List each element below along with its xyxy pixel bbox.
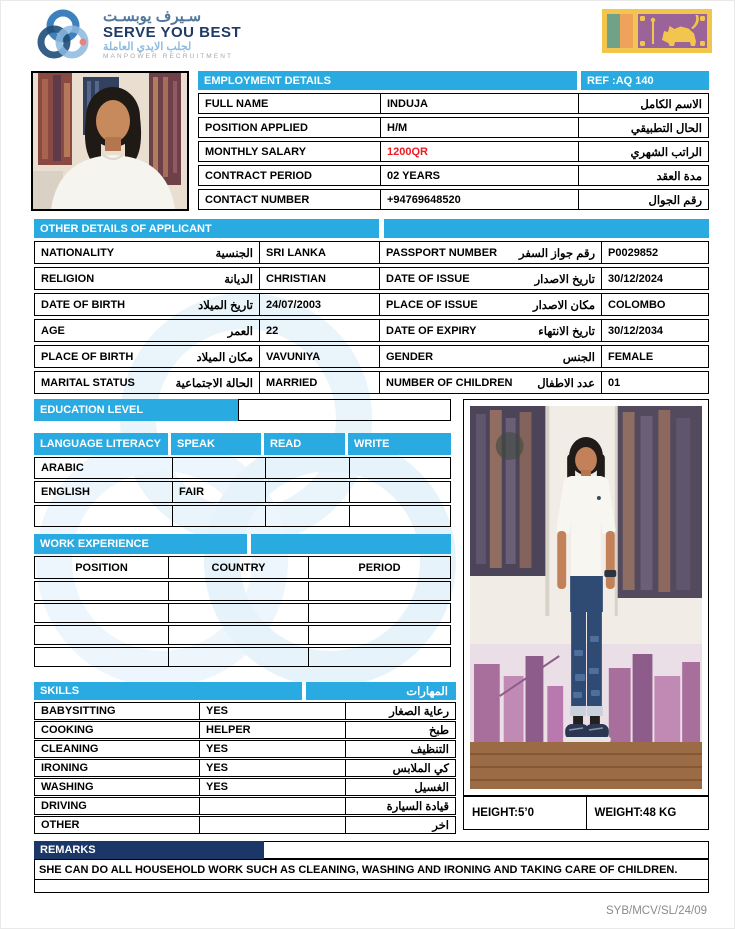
column-header: LANGUAGE LITERACY (34, 433, 171, 455)
remarks-header-spacer (264, 841, 709, 859)
field-label-bilingual (379, 372, 601, 393)
column-header: SPEAK (171, 433, 264, 455)
logo-knot-icon (31, 4, 95, 66)
work-experience-title: WORK EXPERIENCE (34, 534, 251, 554)
remarks-section (34, 841, 709, 893)
logo-arabic-tagline: لجلب الايدي العاملة (103, 40, 192, 53)
ref-number: REF :AQ 140 (581, 71, 709, 90)
logo-brand-name: SERVE YOU BEST (103, 23, 242, 41)
skill-label-arabic: قيادة السيارة (345, 798, 455, 814)
language-name: ARABIC (41, 462, 84, 474)
employment-row-salary (198, 141, 709, 162)
field-label: DATE OF EXPIRY (386, 324, 477, 337)
skill-value: YES (199, 703, 345, 719)
country-value (168, 604, 308, 622)
skill-value: YES (199, 760, 345, 776)
other-details-row (34, 267, 709, 290)
country-value (168, 626, 308, 644)
position-value (35, 648, 168, 666)
skill-label: WASHING (41, 781, 94, 793)
field-label-arabic: الراتب الشهري (578, 142, 708, 161)
skill-label-arabic: كي الملابس (345, 760, 455, 776)
other-details-section (34, 219, 709, 397)
field-label-bilingual (35, 294, 259, 315)
field-value: H/M (380, 118, 578, 137)
skill-label-arabic: الغسيل (345, 779, 455, 795)
employment-details-header (198, 71, 709, 90)
skill-label: COOKING (41, 724, 94, 736)
position-value (35, 582, 168, 600)
field-label: AGE (41, 324, 65, 337)
column-header: READ (264, 433, 348, 455)
field-value: SRI LANKA (259, 242, 379, 263)
field-label: DATE OF BIRTH (41, 298, 126, 311)
remarks-text: SHE CAN DO ALL HOUSEHOLD WORK SUCH AS CLEANING, WASHING AND IRONING AND TAKING CARE OF CHILDREN. (34, 859, 709, 880)
skills-header (34, 682, 456, 700)
field-label-arabic: مكان الميلاد (196, 351, 253, 364)
other-details-header (34, 219, 709, 238)
other-details-row (34, 319, 709, 342)
column-header: POSITION (75, 561, 128, 574)
field-label: POSITION APPLIED (205, 121, 308, 134)
read-level (265, 482, 349, 502)
field-value: +94769648520 (380, 190, 578, 209)
field-value: CHRISTIAN (259, 268, 379, 289)
skill-value (199, 798, 345, 814)
write-level (349, 458, 450, 478)
field-label: GENDER (386, 350, 434, 363)
field-label-bilingual (379, 294, 601, 315)
field-value: MARRIED (259, 372, 379, 393)
field-label-arabic: تاريخ الاصدار (534, 273, 595, 286)
skill-label-arabic: اخر (345, 817, 455, 833)
read-level (265, 458, 349, 478)
logo-text-block (103, 9, 241, 61)
applicant-fullbody-photo (463, 399, 709, 796)
field-label: MARITAL STATUS (41, 376, 135, 389)
column-header: COUNTRY (168, 557, 308, 578)
field-value: 30/12/2024 (601, 268, 708, 289)
employment-row-position (198, 117, 709, 138)
read-level (265, 506, 349, 526)
field-label: CONTRACT PERIOD (205, 169, 312, 182)
skill-row (34, 721, 456, 739)
field-label: PLACE OF BIRTH (41, 350, 134, 363)
document-reference-code: SYB/MCV/SL/24/09 (606, 905, 707, 917)
field-label: NATIONALITY (41, 246, 115, 259)
field-value: COLOMBO (601, 294, 708, 315)
speak-level (172, 506, 265, 526)
field-value: FEMALE (601, 346, 708, 367)
field-label-arabic: الحالة الاجتماعية (175, 377, 253, 390)
language-row (34, 505, 451, 527)
language-row (34, 481, 451, 503)
language-literacy-header (34, 433, 451, 455)
remarks-header (34, 841, 709, 859)
work-experience-row (34, 647, 451, 667)
field-label-bilingual (379, 242, 601, 263)
weight-value: WEIGHT:48 KG (586, 796, 710, 830)
work-experience-column-headers (34, 556, 451, 579)
work-experience-row (34, 581, 451, 601)
field-label-arabic: عدد الاطفال (537, 377, 595, 390)
work-experience-row (34, 625, 451, 645)
field-label-arabic: الجنسية (215, 247, 253, 260)
field-label-arabic: الاسم الكامل (578, 94, 708, 113)
other-details-title: OTHER DETAILS OF APPLICANT (34, 219, 384, 238)
other-details-row (34, 241, 709, 264)
skill-row (34, 816, 456, 834)
skill-row (34, 740, 456, 758)
period-value (308, 582, 450, 600)
skill-row (34, 778, 456, 796)
employment-details-title: EMPLOYMENT DETAILS (198, 71, 581, 90)
education-level-title: EDUCATION LEVEL (34, 399, 238, 421)
speak-level: FAIR (172, 482, 265, 502)
skill-row (34, 759, 456, 777)
skill-row (34, 797, 456, 815)
work-experience-header-spacer (251, 534, 451, 554)
logo-tagline: MANPOWER RECRUITMENT (103, 53, 234, 61)
employment-row-contract (198, 165, 709, 186)
skill-label-arabic: طبخ (345, 722, 455, 738)
skill-value: HELPER (199, 722, 345, 738)
field-label-arabic: رقم الجوال (578, 190, 708, 209)
work-experience-header (34, 534, 451, 554)
country-value (168, 648, 308, 666)
applicant-headshot-photo (31, 71, 189, 211)
skill-label: IRONING (41, 762, 89, 774)
skill-label: DRIVING (41, 800, 87, 812)
field-label-bilingual (379, 268, 601, 289)
period-value (308, 648, 450, 666)
write-level (349, 506, 450, 526)
field-label-arabic: تاريخ الميلاد (198, 299, 253, 312)
field-label-arabic: مكان الاصدار (533, 299, 595, 312)
field-label-arabic: تاريخ الانتهاء (538, 325, 595, 338)
height-value: HEIGHT:5’0 (463, 796, 587, 830)
field-label: NUMBER OF CHILDREN (386, 376, 513, 389)
field-label: FULL NAME (205, 97, 269, 110)
logo-arabic-name: سـيرف يوبسـت (103, 8, 202, 26)
skill-value: YES (199, 779, 345, 795)
other-details-row (34, 345, 709, 368)
skill-label: BABYSITTING (41, 705, 116, 717)
field-label: MONTHLY SALARY (205, 145, 307, 158)
field-value: 24/07/2003 (259, 294, 379, 315)
position-value (35, 626, 168, 644)
write-level (349, 482, 450, 502)
field-value: VAVUNIYA (259, 346, 379, 367)
remarks-empty-row (34, 880, 709, 893)
field-label-arabic: الديانة (224, 273, 253, 286)
skill-row (34, 702, 456, 720)
period-value (308, 604, 450, 622)
skill-label-arabic: التنظيف (345, 741, 455, 757)
field-label-arabic: العمر (227, 325, 253, 338)
field-label-arabic: مدة العقد (578, 166, 708, 185)
field-label: CONTACT NUMBER (205, 193, 310, 206)
field-label-bilingual (35, 242, 259, 263)
employment-details-section (198, 71, 709, 213)
field-label-bilingual (35, 320, 259, 341)
field-value: 01 (601, 372, 708, 393)
field-label-bilingual (35, 346, 259, 367)
education-level-section (34, 399, 451, 421)
field-label-bilingual (379, 320, 601, 341)
field-value: 30/12/2034 (601, 320, 708, 341)
speak-level (172, 458, 265, 478)
skill-label-arabic: رعاية الصغار (345, 703, 455, 719)
language-row (34, 457, 451, 479)
field-value: INDUJA (380, 94, 578, 113)
remarks-title: REMARKS (34, 841, 264, 859)
language-name (35, 506, 172, 526)
employment-row-full-name (198, 93, 709, 114)
field-label: PLACE OF ISSUE (386, 298, 478, 311)
skill-label: CLEANING (41, 743, 99, 755)
skill-value (199, 817, 345, 833)
other-details-header-spacer (384, 219, 709, 238)
skills-title: SKILLS (34, 682, 306, 700)
height-weight-row (463, 796, 709, 830)
field-value: 02 YEARS (380, 166, 578, 185)
field-label-bilingual (35, 372, 259, 393)
column-header: PERIOD (308, 557, 450, 578)
field-value: 22 (259, 320, 379, 341)
field-label-arabic: الجنس (562, 351, 595, 364)
period-value (308, 626, 450, 644)
field-label: DATE OF ISSUE (386, 272, 470, 285)
skills-title-arabic: المهارات (306, 682, 456, 700)
language-name: ENGLISH (41, 486, 90, 498)
field-label-arabic: رقم جواز السفر (518, 247, 595, 260)
field-label: RELIGION (41, 272, 95, 285)
language-literacy-section (34, 433, 451, 529)
skill-label: OTHER (41, 819, 80, 831)
skills-section (34, 682, 456, 835)
position-value (35, 604, 168, 622)
skill-value: YES (199, 741, 345, 757)
country-value (168, 582, 308, 600)
field-value: P0029852 (601, 242, 708, 263)
other-details-row (34, 371, 709, 394)
field-label-bilingual (35, 268, 259, 289)
employment-row-contact (198, 189, 709, 210)
field-label: PASSPORT NUMBER (386, 246, 498, 259)
education-level-value (238, 399, 451, 421)
field-label-bilingual (379, 346, 601, 367)
agency-logo (31, 4, 241, 66)
other-details-row (34, 293, 709, 316)
sri-lanka-flag-icon (602, 9, 712, 53)
column-header: WRITE (348, 433, 451, 455)
work-experience-section (34, 534, 451, 669)
salary-value: 1200QR (380, 142, 578, 161)
field-label-arabic: الحال التطبيقي (578, 118, 708, 137)
work-experience-row (34, 603, 451, 623)
